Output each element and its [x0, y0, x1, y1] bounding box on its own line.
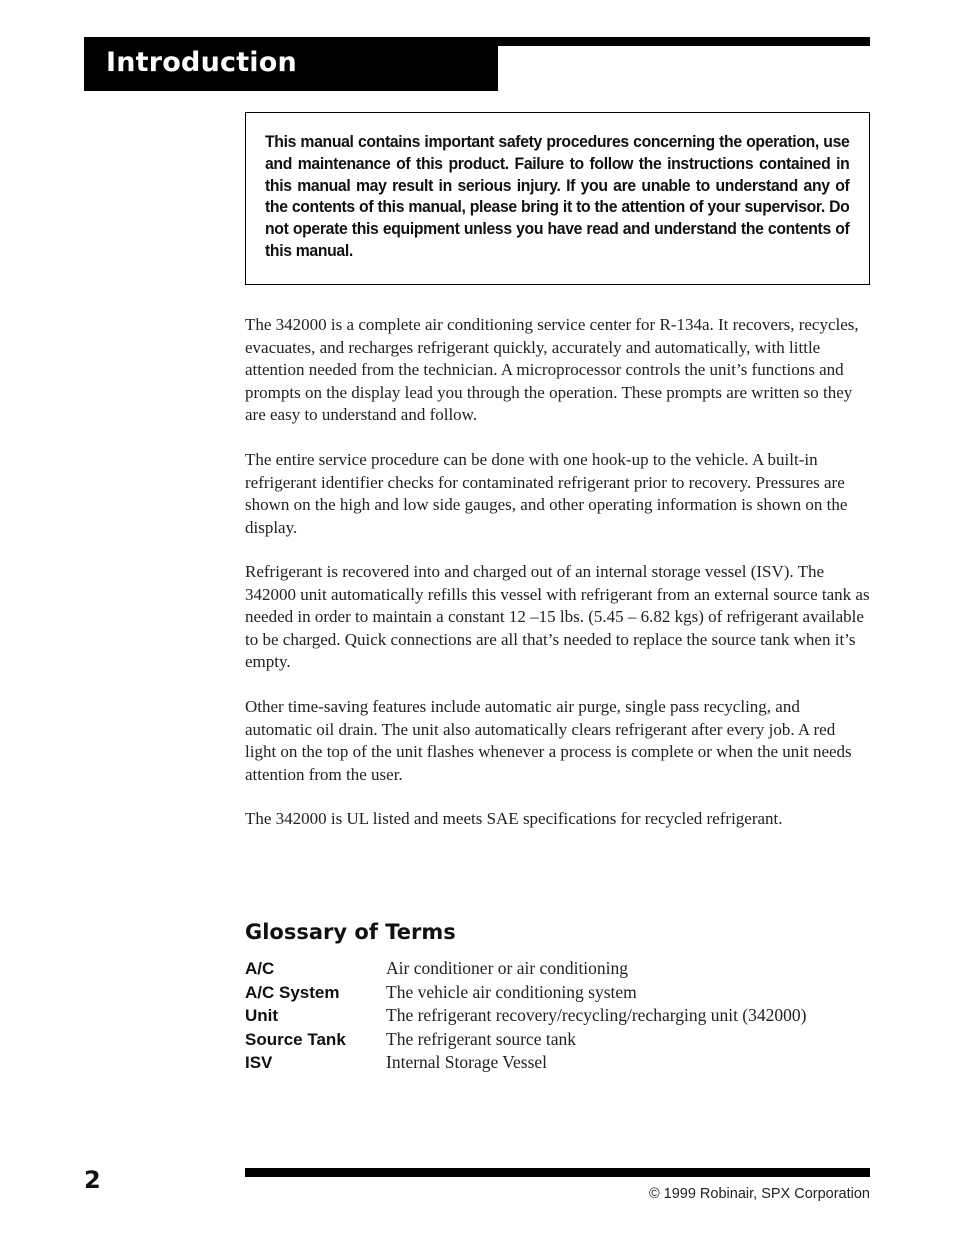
footer-rule — [245, 1168, 870, 1177]
glossary-term: A/C System — [245, 983, 340, 1002]
page-number: 2 — [84, 1166, 101, 1194]
intro-paragraph-1: The 342000 is a complete air conditioning service center for R-134a. It recovers, recycles, evacuates, and recharges refrigerant quickly, accurately and automatically, with little attention needed from the technician. A microprocessor controls the unit’s functions and prompts on the display lead you through the operation. These prompts are written so they are easy to understand and follow. — [245, 315, 859, 424]
glossary-item — [245, 1004, 870, 1028]
glossary-heading: Glossary of Terms — [245, 920, 456, 944]
glossary-definition: Air conditioner or air conditioning — [386, 958, 629, 978]
safety-warning-box — [245, 112, 870, 285]
glossary-term: A/C — [245, 959, 275, 978]
glossary-item — [245, 957, 870, 981]
safety-warning-text: This manual contains important safety procedures concerning the operation, use and maintenance of this product. Failure to follow the instructions contained in this manual may result in serious injury. If you are unable to understand any of the contents of this manual, please bring it to the attention of your supervisor. Do not operate this equipment unless you have read and understand the contents of this manual. — [265, 133, 850, 260]
glossary-term: ISV — [245, 1053, 273, 1072]
glossary-definition: The vehicle air conditioning system — [386, 982, 637, 1002]
glossary-term: Unit — [245, 1006, 279, 1025]
glossary-item — [245, 1051, 870, 1075]
intro-paragraph-2: The entire service procedure can be done with one hook-up to the vehicle. A built-in refrigerant identifier checks for contaminated refrigerant prior to recovery. Pressures are shown on the high and low side gauges, and other operating information is shown on the display. — [245, 450, 848, 537]
glossary-term: Source Tank — [245, 1030, 346, 1049]
intro-paragraph-5: The 342000 is UL listed and meets SAE specifications for recycled refrigerant. — [245, 809, 783, 828]
intro-paragraph-3: Refrigerant is recovered into and charged out of an internal storage vessel (ISV). The 342000 unit automatically refills this vessel with refrigerant from an external source tank as needed in order to maintain a constant 12 –15 lbs. (5.45 – 6.82 kgs) of refrigerant available to be charged. Quick connections are all that’s needed to replace the source tank when it’s empty. — [245, 562, 870, 671]
glossary-definition: The refrigerant source tank — [386, 1029, 576, 1049]
glossary-item — [245, 981, 870, 1005]
glossary-definition: Internal Storage Vessel — [386, 1052, 548, 1072]
glossary-item — [245, 1028, 870, 1052]
intro-paragraph-4: Other time-saving features include automatic air purge, single pass recycling, and automatic oil drain. The unit also automatically clears refrigerant after every job. A red light on the top of the unit flashes whenever a process is complete or when the unit needs attention from the user. — [245, 697, 852, 784]
page-title: Introduction — [106, 47, 297, 78]
glossary-definition: The refrigerant recovery/recycling/recharging unit (342000) — [386, 1005, 807, 1025]
copyright-notice: © 1999 Robinair, SPX Corporation — [648, 1186, 870, 1202]
